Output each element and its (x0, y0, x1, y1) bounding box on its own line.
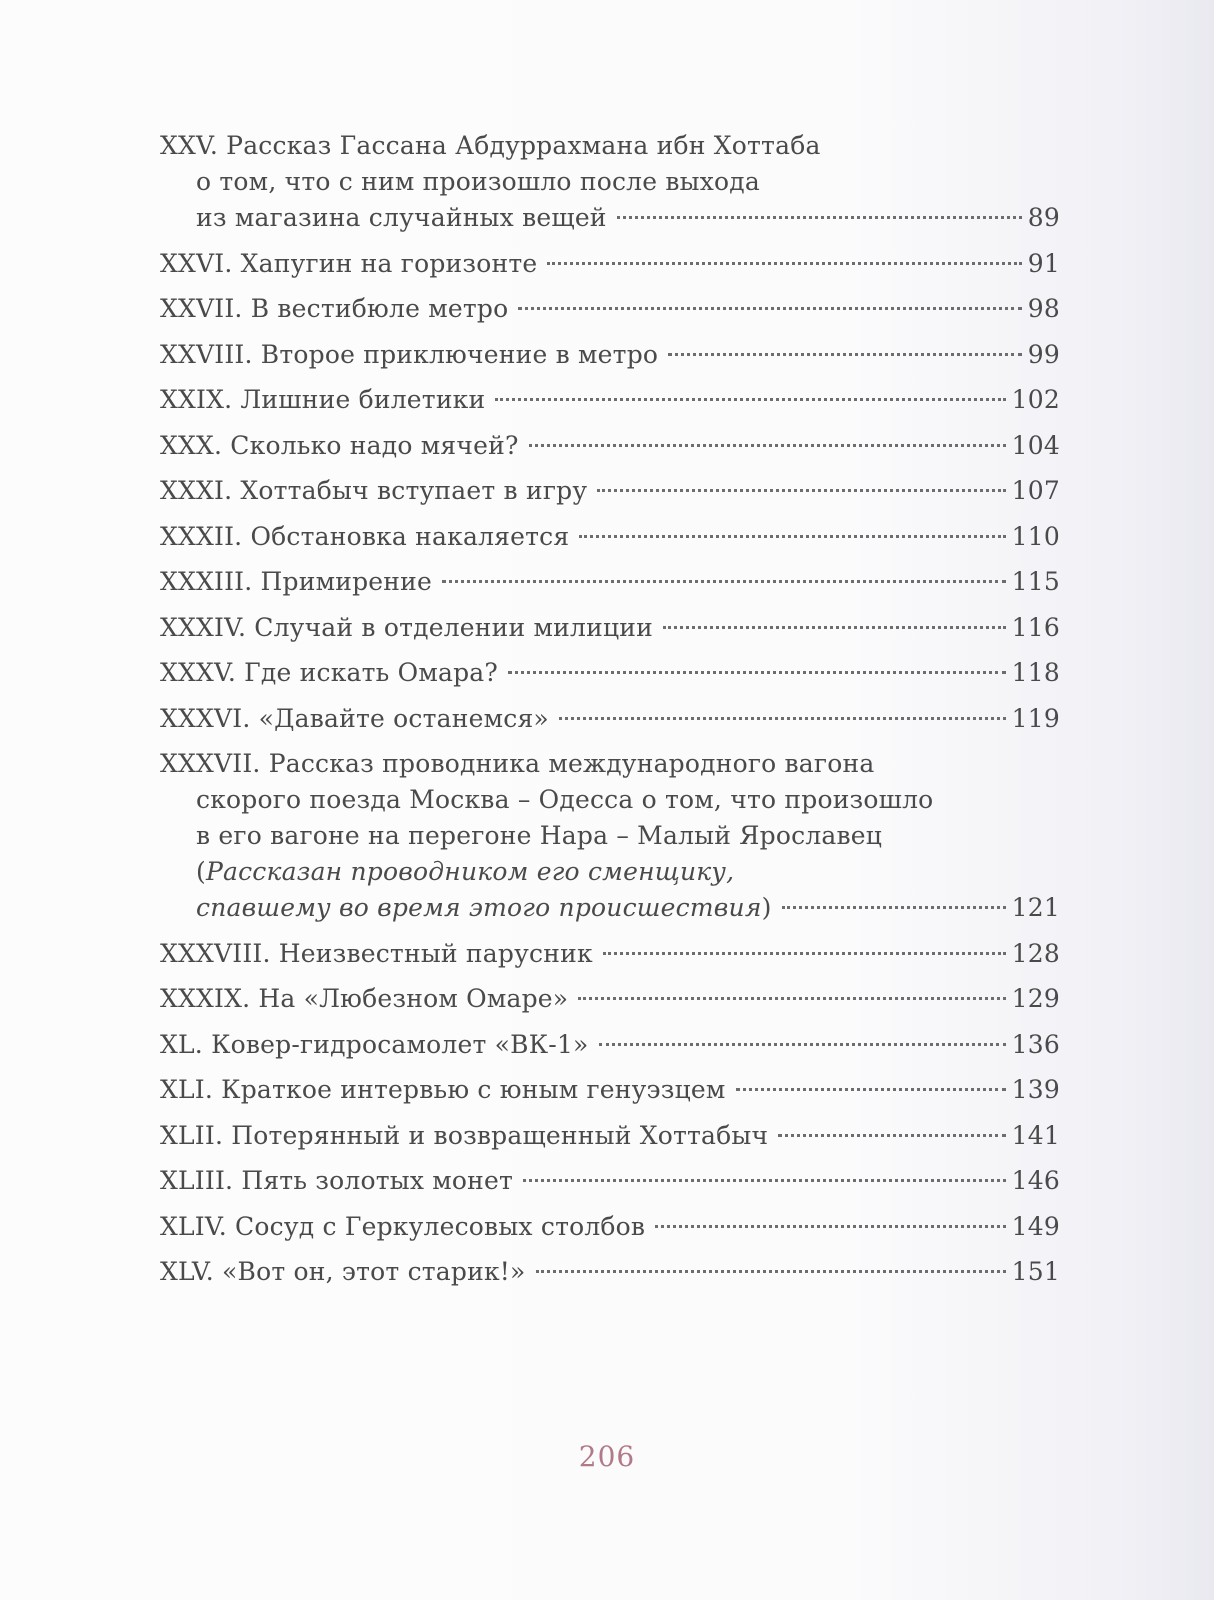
dot-leader (559, 717, 1006, 720)
dot-leader (782, 906, 1006, 909)
toc-entry (160, 701, 1060, 737)
toc-entry-title: XLIII. Пять золотых монет (160, 1166, 514, 1195)
toc-page-number: 146 (1011, 1166, 1060, 1195)
dot-leader (736, 1088, 1006, 1091)
toc-entry-last-line (160, 428, 1060, 464)
dot-leader (579, 535, 1005, 538)
toc-entry-title-continued: в его вагоне на перегоне Нара – Малый Ярославец (196, 821, 883, 850)
toc-entry-title: XXXI. Хоттабыч вступает в игру (160, 476, 588, 505)
toc-entry-title-continued: о том, что с ним произошло после выхода (196, 167, 760, 196)
toc-entry-title: XLII. Потерянный и возвращенный Хоттабыч (160, 1120, 769, 1150)
toc-entry-last-line (160, 564, 1060, 600)
toc-entry-last-line (160, 655, 1060, 691)
toc-entry-title-continued: из магазина случайных вещей (196, 203, 607, 232)
toc-page-number: 110 (1011, 521, 1060, 551)
toc-entry-title: XXXIV. Случай в отделении милиции (160, 612, 653, 642)
toc-entry (160, 519, 1060, 555)
toc-page-number: 149 (1011, 1211, 1060, 1241)
toc-entry (160, 128, 1060, 236)
toc-entry (160, 610, 1060, 646)
toc-entry-title-continued: скорого поезда Москва – Одесса о том, что произошло (196, 785, 934, 814)
toc-entry-last-line (160, 1118, 1060, 1154)
toc-entry-title: XXIX. Лишние билетики (160, 385, 486, 414)
toc-entry-last-line (160, 337, 1060, 373)
toc-entry-title: XXVIII. Второе приключение в метро (160, 339, 659, 369)
toc-entry (160, 1027, 1060, 1063)
toc-entry-last-line (160, 936, 1060, 972)
toc-entry (160, 337, 1060, 373)
toc-entry-last-line (160, 610, 1060, 646)
dot-leader (529, 444, 1006, 447)
toc-entry (160, 564, 1060, 600)
toc-entry-title: XXXVIII. Неизвестный парусник (160, 938, 593, 968)
toc-entry (160, 1254, 1060, 1290)
toc-page-number: 121 (1011, 893, 1060, 922)
toc-entry-title: XLI. Краткое интервью с юным генуэзцем (160, 1075, 726, 1104)
toc-page-number: 89 (1027, 203, 1060, 232)
toc-entry-title: XXXII. Обстановка накаляется (160, 521, 570, 551)
toc-entry-last-line (160, 382, 1060, 418)
dot-leader (508, 671, 1006, 674)
dot-leader (603, 952, 1006, 955)
toc-page-number: 136 (1011, 1029, 1060, 1059)
dot-leader (617, 216, 1022, 219)
toc-page-number: 116 (1011, 612, 1060, 642)
toc-entry (160, 655, 1060, 691)
toc-entry-title: XXXVI. «Давайте останемся» (160, 703, 549, 733)
folio-page-number: 206 (578, 1440, 636, 1473)
dot-leader (663, 626, 1006, 629)
dot-leader (536, 1270, 1006, 1273)
toc-entry (160, 1209, 1060, 1245)
toc-page-number: 115 (1011, 567, 1060, 596)
dot-leader (523, 1179, 1006, 1182)
toc-entry-note-text: спавшему во время этого происшествия (196, 893, 762, 922)
toc-entry-last-line (160, 1027, 1060, 1063)
dot-leader (668, 353, 1022, 356)
toc-page-number: 107 (1011, 476, 1060, 505)
toc-page-number: 118 (1011, 658, 1060, 687)
toc-entry (160, 1118, 1060, 1154)
dot-leader (599, 1043, 1006, 1046)
toc-page-number: 151 (1011, 1257, 1060, 1286)
toc-entry-title: XL. Ковер-гидросамолет «ВК-1» (160, 1029, 589, 1059)
toc-entry-title: XLV. «Вот он, этот старик!» (160, 1257, 526, 1286)
toc-entry-title: XXVI. Хапугин на горизонте (160, 248, 538, 278)
toc-page-number: 104 (1011, 430, 1060, 460)
dot-leader (518, 307, 1021, 310)
toc-entry (160, 246, 1060, 282)
toc-entry-last-line (160, 1209, 1060, 1245)
toc-entry (160, 1163, 1060, 1199)
toc-entry (160, 746, 1060, 926)
dot-leader (495, 398, 1005, 401)
toc-entry-title: XLIV. Сосуд с Геркулесовых столбов (160, 1211, 646, 1241)
toc-page-number: 99 (1027, 339, 1060, 369)
toc-entry-note: (Рассказан проводником его сменщику, (196, 857, 735, 886)
toc-page-number: 129 (1011, 984, 1060, 1013)
toc-page-number: 119 (1011, 703, 1060, 733)
toc-entry (160, 936, 1060, 972)
toc-entry-note-text: Рассказан проводником его сменщику, (205, 857, 735, 886)
dot-leader (578, 997, 1005, 1000)
toc-entry-last-line (160, 200, 1060, 236)
toc-entry-last-line (160, 246, 1060, 282)
toc-entry-title: XXX. Сколько надо мячей? (160, 430, 519, 460)
dot-leader (597, 489, 1005, 492)
toc-entry (160, 1072, 1060, 1108)
toc-entry (160, 981, 1060, 1017)
toc-page-number: 141 (1011, 1120, 1060, 1150)
toc-entry-title: XXXV. Где искать Омара? (160, 658, 498, 687)
dot-leader (655, 1225, 1005, 1228)
toc-entry-title: XXXIX. На «Любезном Омаре» (160, 984, 569, 1013)
toc-entry-last-line (160, 473, 1060, 509)
toc-entry (160, 291, 1060, 327)
toc-page-number: 91 (1027, 248, 1060, 278)
toc-entry-title: XXVII. В вестибюле метро (160, 294, 509, 323)
toc-page-number: 128 (1011, 938, 1060, 968)
dot-leader (547, 262, 1021, 265)
dot-leader (442, 580, 1006, 583)
toc-entry-last-line (160, 291, 1060, 327)
toc-entry-title: XXXVII. Рассказ проводника международного вагона (160, 749, 875, 778)
toc-entry (160, 428, 1060, 464)
toc-page-number: 102 (1011, 385, 1060, 414)
toc-entry-last-line (160, 981, 1060, 1017)
toc-page-number: 139 (1011, 1075, 1060, 1104)
toc-entry-last-line (160, 519, 1060, 555)
toc-entry-last-line (160, 890, 1060, 926)
toc-entry-last-line (160, 1163, 1060, 1199)
toc-entry (160, 382, 1060, 418)
toc-page-number: 98 (1027, 294, 1060, 323)
toc-entry-last-line (160, 701, 1060, 737)
toc-entry (160, 473, 1060, 509)
dot-leader (778, 1134, 1005, 1137)
toc-entry-last-line (160, 1254, 1060, 1290)
table-of-contents (160, 128, 1060, 1300)
toc-entry-title: XXXIII. Примирение (160, 567, 433, 596)
toc-entry-note: спавшему во время этого происшествия) (196, 893, 772, 922)
toc-entry-title: XXV. Рассказ Гассана Абдуррахмана ибн Хоттаба (160, 131, 821, 160)
toc-entry-last-line (160, 1072, 1060, 1108)
